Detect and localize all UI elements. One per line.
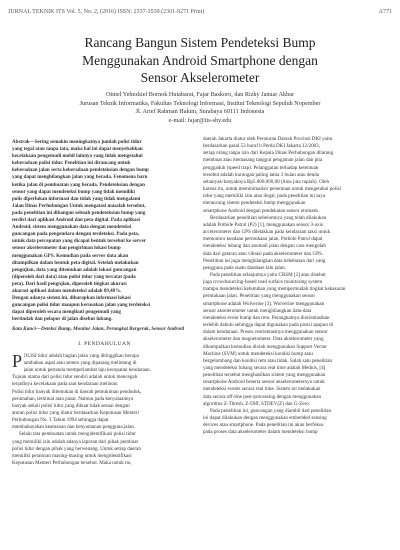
body-line: smartphone Android beserta sensor akselerometernya untuk	[203, 379, 325, 386]
keywords: Kata Kunci—Deteksi Bump, Monitor Jalan, Perangkat Bergerak, Sensor Android	[12, 326, 185, 333]
abstract-line: pengujian, data yang ditemukan adalah lokasi guncangan	[12, 266, 137, 273]
intro-line: jalan untuk pertanda memperlambat laju kecepatan kendaraan.	[23, 367, 151, 374]
body-line: Pada penelitian ini, guncangan yang diambil dari penelitian	[210, 407, 332, 414]
title-line	[20, 34, 380, 52]
abstract-line: guncangan pada pengendara dengan terdeteksi. Pada peta,	[12, 231, 140, 238]
abstract-line: keberadaan jalan serta keberadaan pendeteksian dengan bump	[12, 167, 149, 174]
body-line: merancang sistem pendeteksi bump menggunakan	[203, 200, 306, 207]
body-line: adalah Pothole Patrol (P2) [1], menggunakan sensor 3-axis	[203, 221, 323, 228]
body-line: tersebut adalah kurungan paling lama 3 bulan atau denda	[203, 171, 319, 178]
intro-line: memiliki peraturan masing-masing untuk mengidentifikasi	[12, 452, 132, 459]
author-block	[20, 91, 380, 125]
body-line: yang mendeteksi lubang secara real time adalah Mednis, [4]	[203, 365, 326, 371]
abstract	[12, 139, 197, 323]
body-line: memonitor keadaan permukaan jalan. Pothole Patrol dapat	[203, 236, 323, 243]
title-line-3: Sensor Akselerometer	[140, 70, 260, 85]
abstract-line: sensor akselerometer dan pengiriman lokasi bump	[12, 245, 121, 252]
body-line: ini dapat dilakukan dengan menggunakan embedded sensing	[203, 415, 327, 422]
body-line: juga crowdsourcing-based road surface monitoring system	[203, 279, 323, 286]
abstract-line: ketika jalan di pembuatan yang berada. Pendeteksian dengan	[12, 181, 145, 188]
intro-line: aturan polisi tidur yang diatur berdasarkan Keputusan Menteri	[12, 410, 139, 416]
body-line: dikumpulkan kemudian diolah menggunakan Support Vector	[203, 343, 327, 350]
page-number: A771	[378, 9, 392, 15]
journal-info: JURNAL TEKNIK ITS Vol. 5, No. 2, (2016) ISSN: 2337-3539 (2301-9271 Print)	[8, 9, 205, 15]
body-line: setiap orang tanpa izin dari Kepala Dinas Perhubungan dilarang	[203, 150, 334, 157]
body-line: daerah Jakarta diatur oleh Peraturan Daerah Provinsi DKI yaitu	[203, 136, 333, 142]
abstract-line: bertindak dan pelapor di jalan disebut lubang.	[12, 316, 113, 323]
body-line: penelitian tersebut menghasilkan sistem yang menggunakan	[203, 372, 326, 379]
abstract-line: terdiri dari aplikasi Android dan peta digital. Pada aplikasi	[12, 217, 140, 224]
abstract-line: Abstrak—Sering semakin meningkatnya jumlah polisi tidur	[12, 139, 142, 145]
body-line: mendeteksi lubang dan anomali jalan dengan cara mengolah	[203, 243, 326, 250]
body-line: membuat atau memasang tanggul pengaman jalan dan pita	[203, 157, 323, 164]
abstract-line: Jalan Dinas Perhubungan Untuk mengatasi masalah tersebut,	[12, 202, 146, 209]
body-line: smartphone adalah Wolverine [3]. Wolverine menggunakan	[203, 300, 325, 307]
body-line: devices atau smartphone. Pada penelitian ini akan berfokus	[203, 422, 324, 429]
body-line: berdasarkan pasal 53 huruf b Perda DKI Jakarta 12/2003,	[203, 143, 320, 150]
abstract-line: Android, sistem menggunakan data dengan mendeteksi	[12, 224, 132, 231]
abstract-line: menggunakan GPS. Kemudian pada server data akan	[12, 252, 129, 259]
body-line: dalam kendaraan. Proses reorientasinya menggunakan sensor	[203, 329, 328, 336]
body-line: terlebih dahulu sehingga dapat digunakan pada posisi apapun di	[203, 322, 334, 329]
abstract-line: ditampilkan dalam bentuk peta digital. Setelah melakukan	[12, 259, 139, 266]
intro-line: tambahan aspal atau semen yang dipasang melintang di	[23, 359, 137, 366]
body-line: Penelitian ini juga menghilangkan data kebebasan dari yang	[203, 257, 326, 264]
intro-line: terjadinya kecelakaan pada saat kendaraan melintas.	[12, 381, 119, 388]
body-line: smartphone Android dengan pendekatan sensor otomatis.	[203, 207, 320, 214]
author-names: Otniel Yehezkiel Bornok Hutabarat, Fajar Baskoro, dan Rizky Januar Akbar	[106, 91, 294, 98]
body-line: sensor akselerometer untuk menghilangkan data-data	[203, 307, 312, 314]
intro-line: Tujuan utama dari polisi tidur sendiri adalah untuk mencegah	[12, 374, 138, 381]
body-line: tidur yang memiliki izin atau ilegal, pada penelitian ini saya	[203, 193, 326, 200]
body-line: algoritma Z-Thresh, Z-Diff, STDEV(Z) dan G-Zero.	[203, 400, 311, 407]
paper-title	[20, 34, 380, 87]
body-line: karena itu, untuk meminimalisir penentuan untuk mengetahui polisi	[203, 186, 342, 193]
abstract-line: pada penelitian ini dibangun sebuah pendeteksian bump yang	[12, 209, 146, 216]
body-line: mendeteksi events secara real time. Sistem ini melakukan	[203, 386, 321, 393]
abstract-line: yang dapat menghilangkan jalan yang berada. Fenomena baru	[12, 174, 148, 181]
right-column	[203, 136, 388, 437]
body-line: bergelombang dan kondisi rem atau tidak. Salah satu penelitian	[203, 357, 333, 364]
abstract-line: dapat diperoleh secara mengikuti pengemudi yang	[12, 309, 121, 316]
intro-line: membahayakan keamanan dan kenyamanan pengguna jalan.	[12, 424, 136, 431]
intro-line: Perhubungan No. 3 Tahun 1994 sehingga dapat	[12, 417, 109, 424]
body-line: accelerometer dan GPS diletakkan pada kendaraan taksi untuk	[203, 229, 331, 236]
intro-line: OLISI tidur adalah bagian jalan yang ditinggikan berupa	[23, 352, 139, 359]
intro-line: yang memiliki izin adalah adanya laporan dari pihak pembuat	[12, 438, 138, 445]
left-column	[12, 139, 197, 467]
body-line: Pada penelitian selanjutnya yaitu CRSM [2] atau disebut	[210, 271, 326, 278]
intro-line: perumahan, terminal atau pasar. Namun pada kenyataannya	[12, 395, 134, 402]
introduction-text	[12, 350, 197, 468]
intro-line: Keputusan Menteri Perhubungan tersebut. Maka untuk itu,	[12, 460, 132, 467]
section-heading-introduction: I. PENDAHULUAN	[78, 340, 131, 347]
body-line: pada proses data akselerometer dalam mendeteksi bump	[203, 429, 318, 436]
abstract-line: keberadaan polisi tidur. Penelitian ini dirancang untuk	[12, 160, 131, 167]
body-line: akselerometer dan magnetometer. Data akselerometer yang	[203, 336, 324, 343]
abstract-line: polis diperlukan informasi dan tidak yang tidak mengalami	[12, 195, 141, 202]
title-line-2: Menggunakan Android Smartphone dengan	[82, 52, 318, 68]
introduction-paragraph	[12, 350, 197, 468]
abstract-line: Dengan adanya sistem ini, diharapkan informasi lokasi	[12, 295, 131, 302]
intro-line: Polisi tidur banyak ditemukan di daerah pemukiman penduduk,	[12, 388, 142, 395]
abstract-line: (diperoleh dari data) atau polisi tidur yang tercatat (pada	[12, 273, 136, 280]
body-line: data dari getaran atau vibrasi pada akselerometer dan GPS.	[203, 250, 324, 257]
author-email: e-mail: fajar@its-sby.edu	[168, 116, 232, 124]
author-address: Jl. Arief Rahman Hakim, Surabaya 60111 Indonesia	[135, 108, 265, 116]
abstract-line: kecelakaan pengemudi mobil lainnya yang tidak mengetahui	[12, 153, 143, 160]
author-affiliation: Jurusan Teknik Informatika, Fakultas Teknologi Informasi, Institut Teknologi Sepuluh Nopember	[79, 99, 321, 107]
intro-line: polisi tidur dengan pihak yang berwenang. Untuk setiap daerah	[12, 445, 141, 452]
title-line	[20, 69, 380, 87]
title-line-1: Rancang Bangun Sistem Pendeteksi Bump	[84, 35, 316, 50]
abstract-line: peta). Dari hasil pengujian, diperoleh tingkat akurasi	[12, 280, 127, 287]
body-line: sebanyak-banyaknya Rp5.000.000,00 (lima juta rupiah). Oleh	[203, 178, 330, 185]
abstract-line: akurasi aplikasi dalam mendeteksi adalah 89,48%.	[12, 287, 122, 294]
abstract-line: guncangan polisi tidur maupun kerusakan jalan yang terdeteksi	[12, 302, 151, 309]
abstract-line: sensor yang dapat mendeteksi bump yang tidak memiliki	[12, 188, 135, 195]
abstract-line: yang tegal atau tanpa tata, maka hal ini dapat menyebabkan	[12, 146, 143, 153]
body-line: permukaan jalan. Penelitian yang menggunakan sensor	[203, 293, 316, 300]
intro-line: banyak sekali polisi tidur yang dibuat tidak sesuai dengan	[12, 402, 130, 409]
body-line: Machine (SVM) untuk mendeteksi kondisi bump atau	[203, 350, 313, 357]
intro-line: Selain tata pembuatan untuk mengidentifikasi polisi tidur	[19, 431, 136, 438]
body-line: mampu mendeteksi kebutuhan yang mempermudah tingkat kekasaran	[203, 286, 346, 293]
drop-cap: P	[12, 350, 23, 371]
title-line	[20, 52, 380, 70]
body-line: pengguna pada suatu database lalu jalan.	[203, 264, 286, 271]
body-line: mendeteksi event bump dan rem. Perangkatnya diorientasikan	[203, 314, 330, 321]
body-line: Berdasarkan penelitian sebelumnya yang telah dilakukan	[210, 214, 327, 221]
abstract-line: untuk data percepatan yang dicapai bentuk tersebut ke server	[12, 238, 146, 245]
body-line: penggaduh (speed trap). Pelanggaran terhadap ketentuan	[203, 164, 319, 171]
body-line: data secara off-line post-processing dengan menggunakan	[203, 393, 322, 400]
